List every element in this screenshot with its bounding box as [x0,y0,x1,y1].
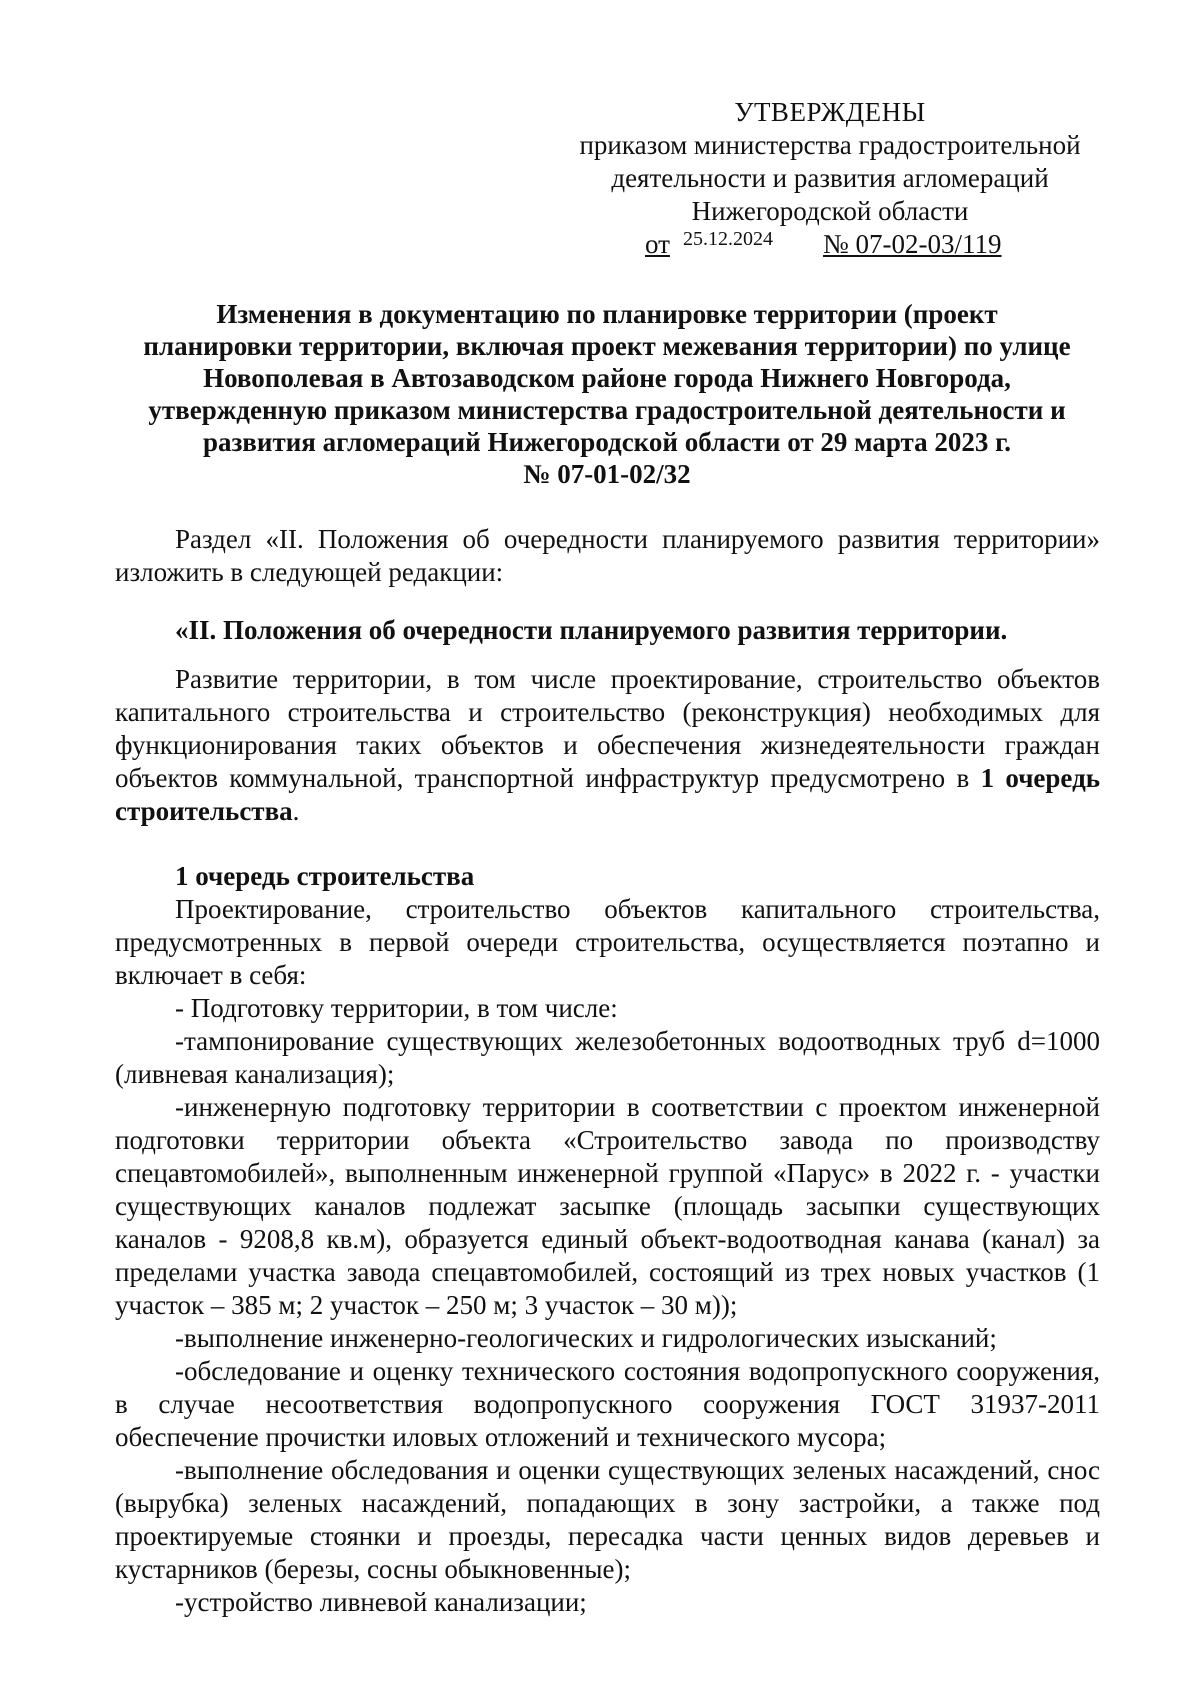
section-heading: «II. Положения об очередности планируемого развития территории. [175,615,1008,645]
title-line-5: развития агломераций Нижегородской области от 29 марта 2023 г. [202,427,1012,457]
stage-block [115,860,1100,1619]
title-line-3: Новополевая в Автозаводском районе города Нижнего Новгорода, [203,363,1011,393]
development-paragraph [115,663,1100,828]
approval-line-3: Нижегородской области [691,196,969,226]
section-heading-block [115,614,1100,647]
stage-heading: 1 очередь строительства [175,861,475,891]
development-end: . [292,796,300,826]
title-line-2: планировки территории, включая проект межевания территории) по улице [143,331,1071,361]
approval-line-2: деятельности и развития агломераций [611,163,1049,193]
list-item: -инженерную подготовку территории в соответствии с проектом инженерной подготовки территории объекта «Строительство завода по производству спецавтомобилей», выполненным инженерной группой «Парус» в 2022 г. - участки существующих каналов подлежат засыпке (площадь засыпки существующих каналов - 9208,8 кв.м), образуется единый объект-водоотводная канава (канал) за пределами участка завода спецавтомобилей, состоящий из трех новых участков (1 участок – 385 м; 2 участок – 250 м; 3 участок – 30 м)); [115,1092,1100,1320]
list-item: -тампонирование существующих железобетонных водоотводных труб d=1000 (ливневая канализация); [115,1026,1100,1089]
para1-block [115,663,1100,828]
development-stage-bold: 1 очередь строительства [115,763,1100,826]
development-text: Развитие территории, в том числе проектирование, строительство объектов капитального строительства и строительство (реконструкция) необходимых для функционирования таких объектов и обеспечения жизнедеятельности граждан объектов коммунальной, транспортной инфраструктур предусмотрено в [115,664,1100,793]
document-title [112,298,1102,490]
title-line-6: № 07-01-02/32 [523,459,691,489]
date-prefix: от [645,229,670,259]
approval-number: № 07-02-03/119 [823,229,1002,259]
intro-block [115,523,1100,589]
title-line-1: Изменения в документацию по планировке территории (проект [216,299,998,329]
list-item: -обследование и оценку технического состояния водопропускного сооружения, в случае несоответствия водопропускного сооружения ГОСТ 31937-2011 обеспечение прочистки иловых отложений и технического мусора; [115,1356,1100,1452]
list-item: -выполнение обследования и оценки существующих зеленых насаждений, снос (вырубка) зеленых насаждений, попадающих в зону застройки, а также под проектируемые стоянки и проезды, пересадка части ценных видов деревьев и кустарников (березы, сосны обыкновенные); [115,1455,1100,1584]
intro-paragraph: Раздел «II. Положения об очередности планируемого развития территории» изложить в следующей редакции: [115,524,1100,587]
approval-date: 25.12.2024 [683,228,773,250]
list-item: -выполнение инженерно-геологических и гидрологических изысканий; [175,1323,997,1353]
approval-date-line [560,228,1100,266]
approval-line-1: приказом министерства градостроительной [579,130,1081,160]
title-line-4: утвержденную приказом министерства градостроительной деятельности и [148,395,1066,425]
list-item: -устройство ливневой канализации; [175,1587,587,1617]
approval-title: УТВЕРЖДЕНЫ [734,97,926,127]
stage-paragraph: Проектирование, строительство объектов капитального строительства, предусмотренных в первой очереди строительства, осуществляется поэтапно и включает в себя: [115,894,1100,990]
approval-stamp [560,96,1100,266]
list-item: - Подготовку территории, в том числе: [175,993,618,1023]
